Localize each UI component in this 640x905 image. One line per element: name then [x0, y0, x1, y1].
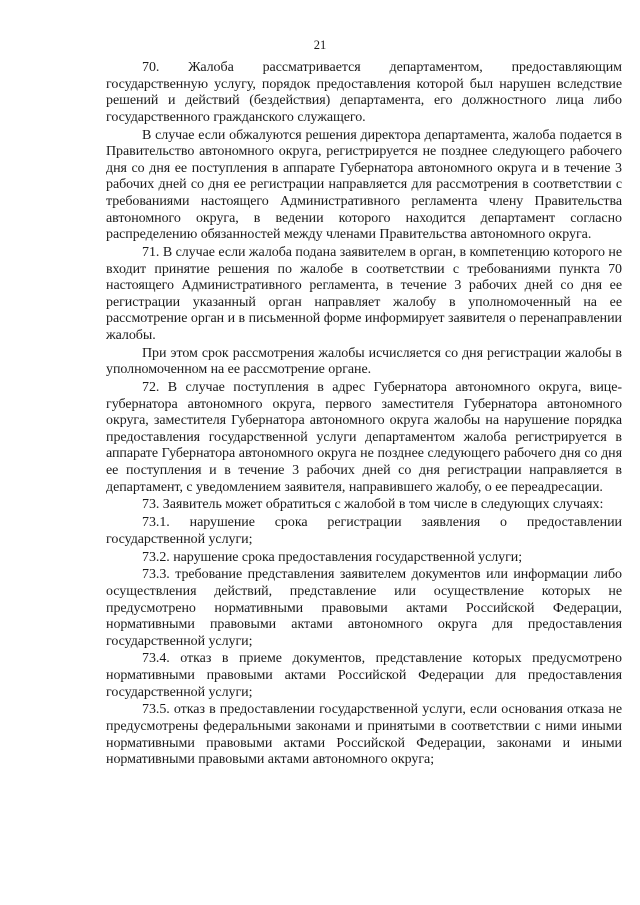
paragraph-73-5: 73.5. отказ в предоставлении государственной услуги, если основания отказа не предусмотрены федеральными законами и принятыми в соответствии с ними иными нормативными правовыми актами Российской Федерации, законами и иными нормативными правовыми актами автономного округа; — [106, 702, 622, 768]
paragraph-73-4: 73.4. отказ в приеме документов, представление которых предусмотрено нормативными правовыми актами Российской Федерации для предоставления государственной услуги; — [106, 651, 622, 700]
paragraph-73: 73. Заявитель может обратиться с жалобой в том числе в следующих случаях: — [142, 497, 604, 513]
paragraph-72: 72. В случае поступления в адрес Губернатора автономного округа, вице-губернатора автономного округа, первого заместителя Губернатора автономного округа, заместителя Губернатора автономного округа жалобы на нарушение порядка предоставления государственной услуги департаментом жалоба регистрируется в аппарате Губернатора автономного округа не позднее следующего рабочего дня со дня ее поступления и в течение 3 рабочих дней со дня регистрации направляется в департамент, с уведомлением заявителя, направившего жалобу, о ее переадресации. — [106, 380, 622, 495]
paragraph-71: 71. В случае если жалоба подана заявителем в орган, в компетенцию которого не входит принятие решения по жалобе в соответствии с требованиями пункта 70 настоящего Административного регламента, в течение 3 рабочих дней со дня ее регистрации указанный орган направляет жалобу в уполномоченный на ее рассмотрение орган и в письменной форме информирует заявителя о перенаправлении жалобы. — [106, 244, 622, 343]
paragraph-73-1: 73.1. нарушение срока регистрации заявления о предоставлении государственной услуги; — [106, 515, 622, 547]
paragraph-71-review-term: При этом срок рассмотрения жалобы исчисляется со дня регистрации жалобы в уполномоченном на ее рассмотрение органе. — [106, 345, 622, 378]
paragraph-73-3: 73.3. требование представления заявителем документов или информации либо осуществления действий, представление или осуществление которых не предусмотрено нормативными правовыми актами Российской Федерации, нормативными правовыми актами автономного округа для предоставления государственной услуги; — [106, 567, 622, 649]
document-body — [106, 60, 622, 769]
paragraph-70: 70. Жалоба рассматривается департаментом, предоставляющим государственную услугу, порядок предоставления которой был нарушен вследствие решений и действий (бездействия) департамента, его должностного лица либо государственного гражданского служащего. — [106, 60, 622, 125]
page-number: 21 — [313, 38, 327, 52]
paragraph-73-2: 73.2. нарушение срока предоставления государственной услуги; — [142, 549, 523, 565]
paragraph-70-director-appeal: В случае если обжалуются решения директора департамента, жалоба подается в Правительство автономного округа, регистрируется не позднее следующего рабочего дня со дня ее поступления в аппарате Губернатора автономного округа и в течение 3 рабочих дней со дня ее регистрации направляется для рассмотрения в соответствии с требованиями настоящего Административного регламента члену Правительства автономного округа, в ведении которого находится департамент согласно распределению обязанностей между членами Правительства автономного округа. — [106, 127, 622, 243]
